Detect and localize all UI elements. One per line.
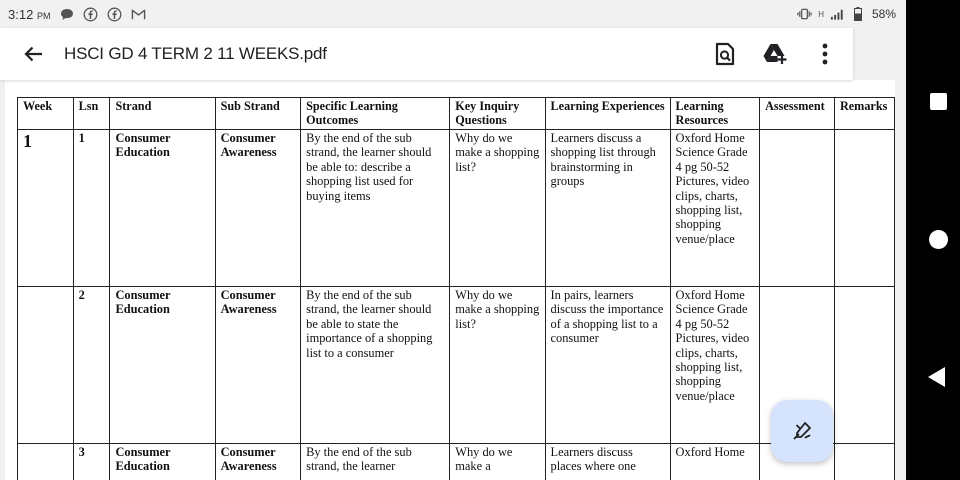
home-button[interactable] [929,230,948,249]
table-row [18,130,895,287]
cell-week [18,444,74,480]
cell-week [18,287,74,444]
table-row [18,444,895,480]
document-title: HSCI GD 4 TERM 2 11 WEEKS.pdf [64,44,327,63]
cell-outcomes: By the end of the sub strand, the learner should be able to: describe a shopping list used for buying items [301,130,450,287]
cell-sub-strand: Consumer Awareness [215,287,301,444]
recents-button[interactable] [930,93,947,110]
edit-annotate-icon [790,419,814,443]
cell-strand: Consumer Education [110,287,215,444]
nav-back-button[interactable] [928,367,945,387]
battery-percent: 58% [871,7,896,21]
header-remarks: Remarks [834,98,894,130]
status-ampm: PM [36,10,51,21]
drive-add-icon [762,42,788,66]
arrow-back-icon [22,43,44,65]
cell-assessment [760,130,835,287]
cell-questions: Why do we make a shopping list? [450,130,545,287]
search-document-button[interactable] [709,38,741,70]
header-week: Week [18,98,74,130]
cell-experiences: In pairs, learners discuss the importance of a shopping list to a consumer [545,287,670,444]
cell-questions: Why do we make a shopping list? [450,287,545,444]
header-resources: Learning Resources [670,98,760,130]
cell-strand: Consumer Education [110,444,215,480]
cell-sub-strand: Consumer Awareness [215,130,301,287]
cell-remarks [834,130,894,287]
network-type-label: H [818,9,824,19]
header-experiences: Learning Experiences [545,98,670,130]
cell-lsn: 3 [73,444,110,480]
lesson-plan-table [17,97,895,480]
header-questions: Key Inquiry Questions [450,98,545,130]
cell-lsn: 1 [73,130,110,287]
more-options-button[interactable] [809,38,841,70]
cell-resources: Oxford Home Science Grade 4 pg 50-52 Pictures, video clips, charts, shopping list, shopping venue/place [670,287,760,444]
cell-outcomes: By the end of the sub strand, the learner [301,444,450,480]
pdf-page [5,80,895,480]
header-sub-strand: Sub Strand [215,98,301,130]
table-row [18,287,895,444]
more-vert-icon [822,43,828,65]
cell-sub-strand: Consumer Awareness [215,444,301,480]
system-nav-bar [906,0,960,480]
header-strand: Strand [110,98,215,130]
table-header-row [18,98,895,130]
cell-experiences: Learners discuss places where one [545,444,670,480]
status-time: 3:12 PM [8,6,51,22]
chat-notification-icon [59,7,74,22]
cell-experiences: Learners discuss a shopping list through brainstorming in groups [545,130,670,287]
facebook-notification-icon [83,7,98,22]
battery-icon [851,7,866,22]
app-bar-actions [709,38,841,70]
status-right [797,7,896,22]
vibrate-icon [797,7,812,22]
cell-resources: Oxford Home Science Grade 4 pg 50-52 Pictures, video clips, charts, shopping list, shopping venue/place [670,130,760,287]
header-lsn: Lsn [73,98,110,130]
header-assessment: Assessment [760,98,835,130]
cell-strand: Consumer Education [110,130,215,287]
gmail-notification-icon [131,7,146,22]
add-to-drive-button[interactable] [759,38,791,70]
cell-remarks [834,444,894,480]
status-bar [0,0,906,28]
cell-questions: Why do we make a [450,444,545,480]
annotate-fab[interactable] [771,400,833,462]
cell-resources: Oxford Home [670,444,760,480]
header-outcomes: Specific Learning Outcomes [301,98,450,130]
app-bar [0,28,853,80]
status-left [8,7,146,22]
cell-outcomes: By the end of the sub strand, the learner should be able to state the importance of a shopping list to a consumer [301,287,450,444]
facebook-notification-icon-2 [107,7,122,22]
search-document-icon [714,42,736,66]
cell-week: 1 [18,130,74,287]
cell-remarks [834,287,894,444]
back-button[interactable] [16,37,50,71]
cell-lsn: 2 [73,287,110,444]
signal-icon [830,7,845,22]
